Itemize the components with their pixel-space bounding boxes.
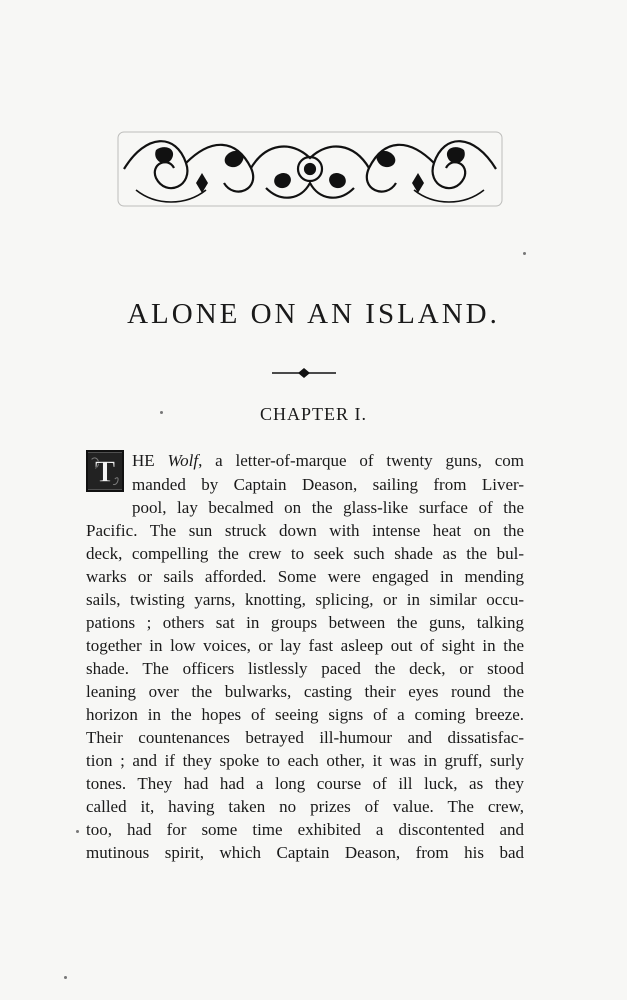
svg-text:T: T: [94, 454, 116, 489]
ink-speck: [523, 252, 526, 255]
paragraph-line: Their countenances betrayed ill-humour and dissatisfac-: [86, 728, 524, 747]
ink-speck: [76, 830, 79, 833]
paragraph-line: too, had for some time exhibited a discontented and: [86, 820, 524, 839]
ink-speck: [64, 976, 67, 979]
paragraph-line: Pacific. The sun struck down with intense heat on the: [86, 521, 524, 540]
paragraph-line: leaning over the bulwarks, casting their eyes round the: [86, 682, 524, 701]
ornamental-headpiece: [116, 128, 504, 210]
decorated-initial: [86, 450, 124, 492]
paragraph-line: shade. The officers listlessly paced the deck, or stood: [86, 659, 524, 678]
paragraph-line: sails, twisting yarns, knotting, splicing, or in similar occu-: [86, 590, 524, 609]
paragraph-line: mutinous spirit, which Captain Deason, from his bad: [86, 843, 524, 862]
paragraph-line: tion ; and if they spoke to each other, it was in gruff, surly: [86, 751, 524, 770]
paragraph-line: tones. They had had a long course of ill luck, as they: [86, 774, 524, 793]
paragraph-line: HE Wolf, a letter-of-marque of twenty guns, com: [132, 451, 524, 470]
drop-cap-letter: [88, 452, 122, 490]
chapter-heading: CHAPTER I.: [259, 404, 367, 424]
paragraph-line: warks or sails afforded. Some were engaged in mending: [86, 567, 524, 586]
paragraph-line: manded by Captain Deason, sailing from Liver-: [132, 475, 524, 494]
paragraph-line: together in low voices, or lay fast asleep out of sight in the: [86, 636, 524, 655]
paragraph-line: called it, having taken no prizes of value. The crew,: [86, 797, 524, 816]
paragraph-line: deck, compelling the crew to seek such shade as the bul-: [86, 544, 524, 563]
paragraph-line: horizon in the hopes of seeing signs of a coming breeze.: [86, 705, 524, 724]
paragraph-line: pations ; others sat in groups between the guns, talking: [86, 613, 524, 632]
diamond-rule-ornament: [272, 367, 336, 379]
paragraph-line: pool, lay becalmed on the glass-like surface of the: [132, 498, 524, 517]
book-title: ALONE ON AN ISLAND.: [127, 298, 500, 330]
ink-speck: [160, 411, 163, 414]
